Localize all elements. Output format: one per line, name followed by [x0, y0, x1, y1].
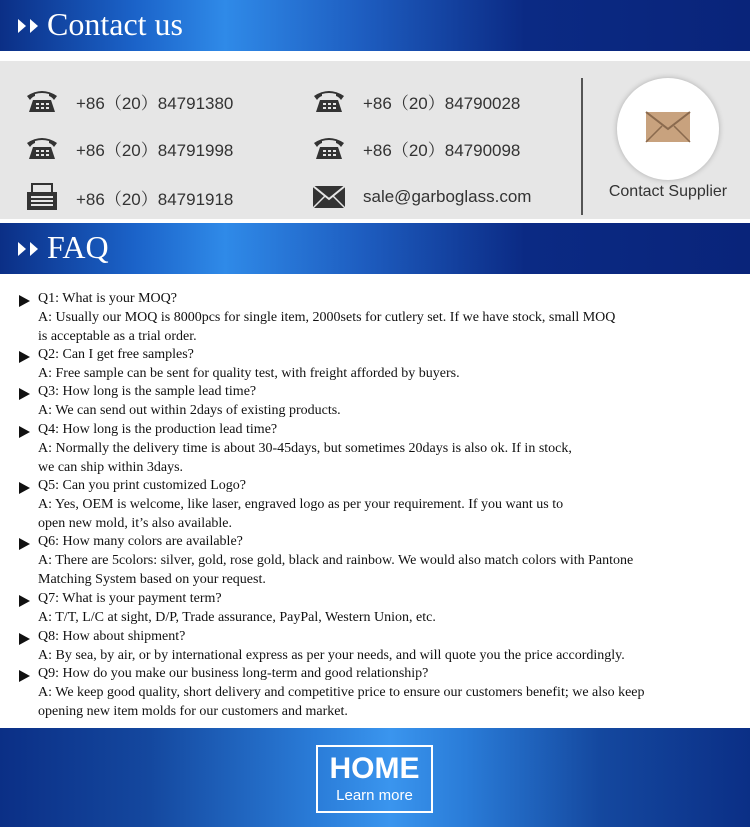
faq-answer: Matching System based on your request. [38, 572, 266, 587]
faq-answer: is acceptable as a trial order. [38, 329, 197, 344]
faq-question: Q2: Can I get free samples? [38, 347, 194, 362]
play-arrow-icon [19, 633, 30, 645]
faq-banner [0, 223, 750, 274]
envelope-icon [645, 111, 691, 148]
faq-answer: A: T/T, L/C at sight, D/P, Trade assurance, PayPal, Western Union, etc. [38, 610, 436, 625]
faq-answer: we can ship within 3days. [38, 460, 184, 475]
faq-answer: A: Free sample can be sent for quality test, with freight afforded by buyers. [38, 366, 460, 381]
contact-supplier-button[interactable] [617, 78, 719, 180]
contact-phone-4[interactable] [311, 134, 520, 162]
play-arrow-icon [19, 670, 30, 682]
contact-fax[interactable] [24, 183, 233, 211]
telephone-icon [24, 87, 60, 115]
vertical-divider [581, 78, 583, 215]
phone-number: +86（20）84791380 [76, 93, 234, 113]
faq-question: Q9: How do you make our business long-term and good relationship? [38, 666, 429, 681]
learn-more-label: Learn more [336, 787, 413, 804]
double-arrow-icon [18, 239, 38, 259]
fax-number: +86（20）84791918 [76, 189, 234, 209]
faq-question: Q4: How long is the production lead time? [38, 422, 278, 437]
contact-phone-2[interactable] [24, 134, 233, 162]
email-link: sale@garboglass.com [363, 187, 532, 206]
phone-number: +86（20）84790028 [363, 93, 521, 113]
faq-question: Q1: What is your MOQ? [38, 291, 177, 306]
contact-email[interactable] [311, 183, 531, 211]
faq-answer: A: Normally the delivery time is about 30-45days, but sometimes 20days is also ok. If in stock, [38, 441, 572, 456]
faq-answer: A: Yes, OEM is welcome, like laser, engraved logo as per your requirement. If you want us to [38, 497, 564, 512]
envelope-icon [311, 183, 347, 211]
faq-answer: A: Usually our MOQ is 8000pcs for single item, 2000sets for cutlery set. If we have stock, small MOQ [38, 310, 616, 325]
faq-title: FAQ [47, 229, 109, 265]
faq-answer: A: There are 5colors: silver, gold, rose gold, black and rainbow. We would also match colors with Pantone [38, 553, 634, 568]
phone-number: +86（20）84790098 [363, 140, 521, 160]
contact-phone-1[interactable] [24, 87, 233, 115]
faq-question: Q8: How about shipment? [38, 629, 186, 644]
play-arrow-icon [19, 538, 30, 550]
faq-answer: open new mold, it’s also available. [38, 516, 233, 531]
play-arrow-icon [19, 595, 30, 607]
home-title: HOME [329, 752, 420, 785]
home-learn-more-button[interactable] [316, 745, 433, 813]
contact-phone-3[interactable] [311, 87, 520, 115]
phone-number: +86（20）84791998 [76, 140, 234, 160]
telephone-icon [311, 134, 347, 162]
faq-answer: opening new item molds for our customers and market. [38, 704, 348, 719]
fax-icon [24, 183, 60, 211]
contact-us-banner [0, 0, 750, 51]
faq-answer: A: We can send out within 2days of existing products. [38, 403, 341, 418]
faq-question: Q7: What is your payment term? [38, 591, 222, 606]
play-arrow-icon [19, 351, 30, 363]
faq-question: Q3: How long is the sample lead time? [38, 384, 257, 399]
play-arrow-icon [19, 482, 30, 494]
faq-question: Q5: Can you print customized Logo? [38, 478, 247, 493]
play-arrow-icon [19, 295, 30, 307]
play-arrow-icon [19, 426, 30, 438]
faq-question: Q6: How many colors are available? [38, 534, 243, 549]
contact-supplier-label[interactable]: Contact Supplier [608, 183, 728, 200]
telephone-icon [311, 87, 347, 115]
telephone-icon [24, 134, 60, 162]
play-arrow-icon [19, 388, 30, 400]
double-arrow-icon [18, 16, 38, 36]
faq-answer: A: We keep good quality, short delivery and competitive price to ensure our customers benefit; we also keep [38, 685, 645, 700]
contact-us-title: Contact us [47, 6, 183, 42]
faq-answer: A: By sea, by air, or by international express as per your needs, and will quote you the price accordingly. [38, 648, 625, 663]
